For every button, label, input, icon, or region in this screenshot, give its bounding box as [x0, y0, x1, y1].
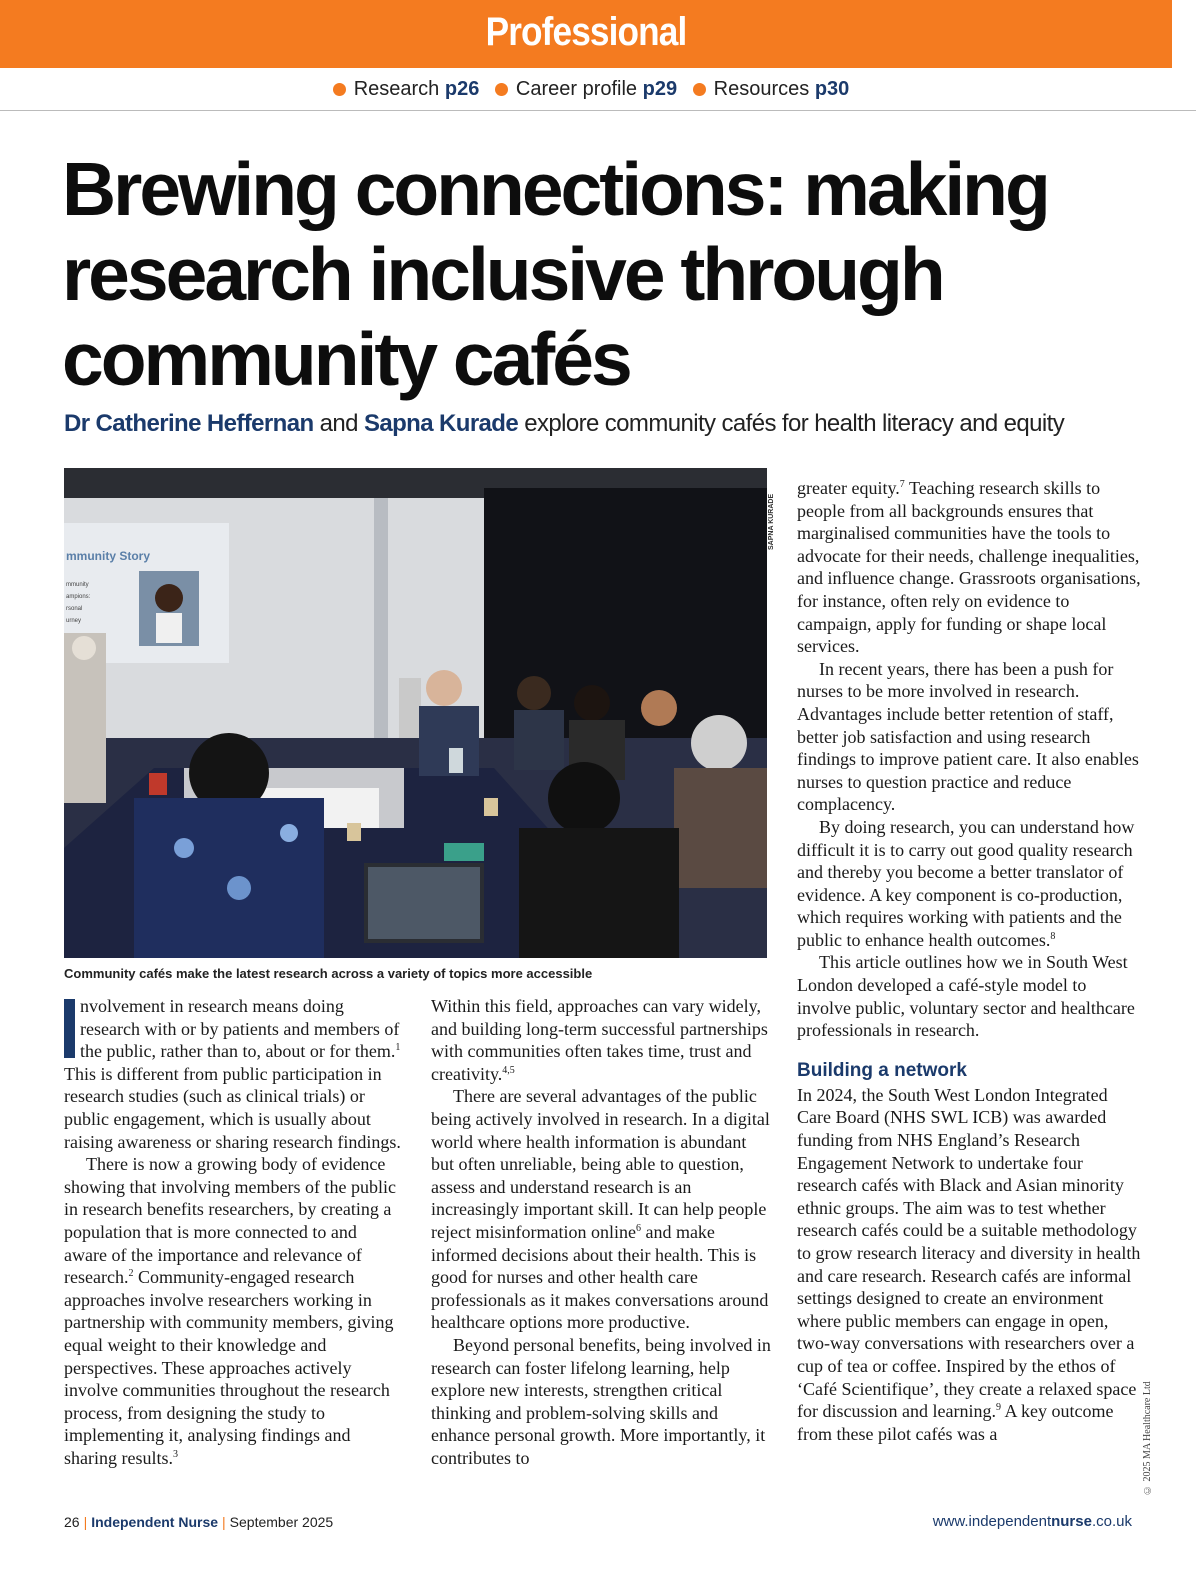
magazine-name: Independent Nurse	[91, 1514, 219, 1530]
body-column-2	[431, 995, 771, 1469]
copyright-notice: © 2025 MA Healthcare Ltd	[1142, 1381, 1153, 1495]
author-name: Sapna Kurade	[363, 410, 519, 437]
paragraph: Beyond personal benefits, being involved in research can foster lifelong learning, help explore new interests, strengthen critical thinking and problem-solving skills and enhance personal growth. More importantly, it contributes to	[431, 1334, 771, 1468]
screen-title: mmunity Story	[66, 549, 151, 563]
svg-text:rsonal: rsonal	[66, 606, 83, 612]
photo-caption: Community cafés make the latest research across a variety of topics more accessible	[64, 966, 593, 981]
nav-item-career-profile[interactable]: Career profile p29	[515, 78, 678, 100]
bullet-dot-icon	[333, 83, 346, 96]
paragraph: Within this field, approaches can vary widely, and building long-term successful partnerships with communities often takes time, trust and creativity.$^{4,5}$	[431, 996, 768, 1084]
paragraph: There are several advantages of the public being actively involved in research. In a digital world where health information is abundant but often unreliable, being able to question, assess and understand research is an increasingly important skill. It can help people reject misinformation online$^6$ and make informed decisions about their health. This is good for nurses and other health care professionals as it makes conversations around healthcare options more productive.	[431, 1086, 770, 1333]
paragraph: This article outlines how we in South West London developed a café-style model to involve public, voluntary sector and healthcare professionals in research.	[797, 952, 1135, 1041]
paragraph: In recent years, there has been a push for nurses to be more involved in research. Advantages include better retention of staff, better job satisfaction and using research findings to improve patient care. It also enables nurses to question practice and reduce complacency.	[797, 658, 1139, 815]
nav-item-resources[interactable]: Resources p30	[713, 78, 850, 100]
author-name: Dr Catherine Heffernan	[64, 410, 314, 437]
paragraph: By doing research, you can understand how difficult it is to carry out good quality research and thereby you become a better translator of evidence. A key component is co-production, which requires working with patients and the public to enhance health outcomes.$^8$	[797, 816, 1135, 950]
standfirst: Dr Catherine Heffernan and Sapna Kurade explore community cafés for health literacy and equity	[64, 410, 1065, 437]
svg-text:ampions:: ampions:	[66, 594, 91, 600]
section-subhead: Building a network	[797, 1059, 967, 1081]
section-nav	[0, 78, 1172, 101]
section-title: Professional	[485, 10, 687, 54]
photo-credit: SAPNA KURADE	[768, 493, 775, 550]
article-photo	[64, 468, 767, 958]
paragraph: nvolvement in research means doing research with or by patients and members of the public, rather than to, about or for them.$^1$ This is different from public participation in research studies (such as clinical trials) or public engagement, which is usually about raising awareness or sharing research findings.	[64, 996, 401, 1152]
svg-text:urney: urney	[66, 618, 82, 624]
drop-cap-i	[64, 999, 75, 1058]
article-headline: Brewing connections: making research inclusive through community cafés	[62, 147, 1048, 401]
paragraph: greater equity.$^7$ Teaching research skills to people from all backgrounds ensures that marginalised communities have the tools to advocate for their needs, challenge inequalities, and influence change. Grassroots organisations, for instance, often rely on evidence to campaign, apply for funding or shape local services.	[797, 478, 1141, 657]
bullet-dot-icon	[495, 83, 508, 96]
paragraph: In 2024, the South West London Integrated Care Board (NHS SWL ICB) was awarded funding from NHS England’s Research Engagement Network to undertake four research cafés with Black and Asian minority ethnic groups. The aim was to test whether research cafés could be a suitable methodology to grow research literacy and diversity in health and care research. Research cafés are informal settings designed to create an environment where public members can engage in open, two-way conversations with researchers over a cup of tea or coffee. Inspired by the ethos of ‘Café Scientifique’, they create a relaxed space for discussion and learning.$^9$ A key outcome from these pilot cafés was a	[797, 1084, 1141, 1444]
issue-date: September 2025	[229, 1514, 334, 1530]
svg-text:mmunity: mmunity	[66, 582, 89, 588]
body-column-3	[797, 477, 1142, 1445]
footer-folio: 26 | Independent Nurse | September 2025	[64, 1514, 334, 1530]
section-banner	[0, 0, 1172, 68]
paragraph: There is now a growing body of evidence showing that involving members of the public in research benefits researchers, by creating a population that is more connected to and aware of the importance and relevance of research.$^2$ Community-engaged research approaches involve researchers working in partnership with community members, giving equal weight to their knowledge and perspectives. These approaches actively involve communities throughout the research process, from designing the study to implementing it, analysing findings and sharing results.$^3$	[64, 1154, 396, 1468]
header-divider	[0, 110, 1196, 111]
footer-url[interactable]: www.independentnurse.co.uk	[932, 1513, 1132, 1530]
nav-item-research[interactable]: Research p26	[353, 78, 480, 100]
page-number: 26	[64, 1514, 80, 1530]
body-column-1	[64, 995, 404, 1469]
bullet-dot-icon	[693, 83, 706, 96]
